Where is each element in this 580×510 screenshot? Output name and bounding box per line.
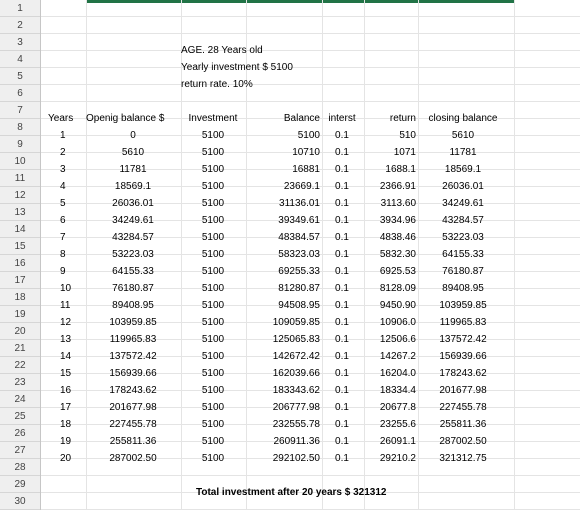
table-cell[interactable]: 31136.01 (279, 198, 320, 209)
row-number[interactable]: 3 (0, 34, 40, 51)
column-gridline (514, 0, 515, 510)
table-cell[interactable]: 5100 (201, 164, 225, 175)
table-cell[interactable]: 3934.96 (379, 215, 416, 226)
table-cell[interactable]: 156939.66 (439, 351, 487, 362)
table-cell[interactable]: 20677.8 (379, 402, 416, 413)
row-number[interactable]: 19 (0, 306, 40, 323)
table-header[interactable]: Balance (283, 113, 320, 124)
table-cell[interactable]: 48384.57 (278, 232, 320, 243)
table-cell[interactable]: 6 (60, 215, 66, 226)
table-cell[interactable]: 201677.98 (439, 385, 487, 396)
table-cell[interactable]: 0.1 (335, 147, 349, 158)
table-cell[interactable]: 43284.57 (112, 232, 154, 243)
table-cell[interactable]: 6925.53 (379, 266, 416, 277)
table-cell[interactable]: 10906.0 (379, 317, 416, 328)
row-number[interactable]: 11 (0, 170, 40, 187)
table-cell[interactable]: 29210.2 (379, 453, 416, 464)
table-cell[interactable]: 5 (60, 198, 66, 209)
row-number[interactable]: 18 (0, 289, 40, 306)
table-cell[interactable]: 7 (60, 232, 66, 243)
table-cell[interactable]: 5100 (201, 249, 225, 260)
table-cell[interactable]: 142672.42 (272, 351, 320, 362)
row-number[interactable]: 29 (0, 476, 40, 493)
return-rate-cell[interactable]: return rate. 10% (181, 79, 253, 90)
table-cell[interactable]: 4 (60, 181, 66, 192)
table-header[interactable]: closing balance (428, 113, 498, 124)
row-number[interactable]: 23 (0, 374, 40, 391)
row-number[interactable]: 6 (0, 85, 40, 102)
table-cell[interactable]: 260911.36 (273, 436, 320, 447)
table-cell[interactable]: 3 (60, 164, 66, 175)
table-cell[interactable]: 103959.85 (109, 317, 157, 328)
table-cell[interactable]: 64155.33 (442, 249, 484, 260)
table-cell[interactable]: 16 (60, 385, 72, 396)
table-cell[interactable]: 2366.91 (379, 181, 416, 192)
table-cell[interactable]: 321312.75 (439, 453, 487, 464)
table-cell[interactable]: 13 (60, 334, 72, 345)
table-cell[interactable]: 255811.36 (109, 436, 157, 447)
selection-border (86, 0, 514, 3)
row-number[interactable]: 25 (0, 408, 40, 425)
table-cell[interactable]: 5610 (451, 130, 475, 141)
table-cell[interactable]: 10710 (292, 147, 320, 158)
table-cell[interactable]: 137572.42 (439, 334, 487, 345)
table-cell[interactable]: 76180.87 (112, 283, 154, 294)
table-cell[interactable]: 201677.98 (109, 402, 157, 413)
row-number[interactable]: 1 (0, 0, 40, 17)
table-cell[interactable]: 162039.66 (272, 368, 320, 379)
table-cell[interactable]: 9 (60, 266, 66, 277)
table-cell[interactable]: 64155.33 (112, 266, 154, 277)
row-number[interactable]: 5 (0, 68, 40, 85)
table-cell[interactable]: 10 (60, 283, 72, 294)
table-cell[interactable]: 510 (399, 130, 416, 141)
table-cell[interactable]: 232555.78 (272, 419, 320, 430)
table-cell[interactable]: 287002.50 (439, 436, 487, 447)
table-cell[interactable]: 5610 (121, 147, 145, 158)
row-number[interactable]: 15 (0, 238, 40, 255)
table-cell[interactable]: 0.1 (335, 164, 349, 175)
row-gridline (41, 101, 580, 102)
table-cell[interactable]: 11781 (119, 164, 147, 175)
table-cell[interactable]: 18334.4 (379, 385, 416, 396)
row-gridline (41, 475, 580, 476)
table-cell[interactable]: 0.1 (335, 266, 349, 277)
table-cell[interactable]: 26036.01 (112, 198, 154, 209)
table-cell[interactable]: 5100 (201, 351, 225, 362)
table-cell[interactable]: 1071 (393, 147, 416, 158)
table-cell[interactable]: 23255.6 (379, 419, 416, 430)
table-cell[interactable]: 5100 (201, 436, 225, 447)
table-cell[interactable]: 14 (60, 351, 72, 362)
table-cell[interactable]: 5100 (297, 130, 320, 141)
table-cell[interactable]: 23669.1 (283, 181, 320, 192)
table-cell[interactable]: 17 (60, 402, 72, 413)
row-number[interactable]: 22 (0, 357, 40, 374)
table-cell[interactable]: 5100 (201, 283, 225, 294)
table-header[interactable]: Years (48, 113, 74, 124)
row-number[interactable]: 26 (0, 425, 40, 442)
table-cell[interactable]: 183343.62 (272, 385, 320, 396)
table-cell[interactable]: 8128.09 (379, 283, 416, 294)
table-cell[interactable]: 53223.03 (442, 232, 484, 243)
row-number[interactable]: 14 (0, 221, 40, 238)
table-cell[interactable]: 26091.1 (379, 436, 416, 447)
table-cell[interactable]: 5100 (201, 232, 225, 243)
table-cell[interactable]: 0.1 (335, 232, 349, 243)
table-cell[interactable]: 109059.85 (272, 317, 320, 328)
table-cell[interactable]: 0.1 (335, 334, 349, 345)
table-cell[interactable]: 5100 (201, 215, 225, 226)
table-cell[interactable]: 5100 (201, 385, 225, 396)
table-cell[interactable]: 5100 (201, 130, 225, 141)
row-number[interactable]: 10 (0, 153, 40, 170)
table-cell[interactable]: 2 (60, 147, 66, 158)
row-number[interactable]: 13 (0, 204, 40, 221)
table-cell[interactable]: 206777.98 (272, 402, 320, 413)
table-cell[interactable]: 5100 (201, 453, 225, 464)
table-cell[interactable]: 3113.60 (380, 198, 416, 209)
table-cell[interactable]: 0.1 (335, 402, 349, 413)
table-cell[interactable]: 125065.83 (272, 334, 320, 345)
table-cell[interactable]: 89408.95 (112, 300, 154, 311)
table-cell[interactable]: 11 (60, 300, 71, 311)
table-cell[interactable]: 18569.1 (114, 181, 152, 192)
table-cell[interactable]: 5100 (201, 419, 225, 430)
table-cell[interactable]: 0.1 (335, 130, 349, 141)
table-cell[interactable]: 119965.83 (109, 334, 157, 345)
table-cell[interactable]: 5100 (201, 368, 225, 379)
table-cell[interactable]: 53223.03 (112, 249, 154, 260)
row-number[interactable]: 27 (0, 442, 40, 459)
row-number[interactable]: 9 (0, 136, 40, 153)
table-cell[interactable]: 69255.33 (278, 266, 320, 277)
table-cell[interactable]: 12506.6 (379, 334, 416, 345)
table-cell[interactable]: 89408.95 (442, 283, 484, 294)
table-cell[interactable]: 18569.1 (444, 164, 482, 175)
table-cell[interactable]: 43284.57 (442, 215, 484, 226)
table-cell[interactable]: 178243.62 (439, 368, 487, 379)
table-cell[interactable]: 0.1 (335, 300, 349, 311)
row-number[interactable]: 20 (0, 323, 40, 340)
table-cell[interactable]: 227455.78 (439, 402, 487, 413)
table-header[interactable]: Openig balance $ (86, 113, 165, 124)
table-cell[interactable]: 9450.90 (379, 300, 416, 311)
table-cell[interactable]: 0.1 (335, 215, 349, 226)
table-cell[interactable]: 4838.46 (379, 232, 416, 243)
table-cell[interactable]: 16204.0 (379, 368, 416, 379)
table-cell[interactable]: 103959.85 (439, 300, 487, 311)
row-number[interactable]: 30 (0, 493, 40, 510)
table-cell[interactable]: 5100 (201, 198, 225, 209)
table-cell[interactable]: 0.1 (335, 249, 349, 260)
table-cell[interactable]: 287002.50 (109, 453, 157, 464)
row-number[interactable]: 21 (0, 340, 40, 357)
table-cell[interactable]: 1688.1 (385, 164, 416, 175)
row-number[interactable]: 17 (0, 272, 40, 289)
table-cell[interactable]: 5100 (201, 181, 225, 192)
table-cell[interactable]: 0.1 (335, 453, 349, 464)
row-number[interactable]: 8 (0, 119, 40, 136)
table-cell[interactable]: 12 (60, 317, 72, 328)
table-cell[interactable]: 178243.62 (109, 385, 157, 396)
table-cell[interactable]: 34249.61 (442, 198, 484, 209)
table-cell[interactable]: 0.1 (335, 419, 349, 430)
table-header[interactable]: return (389, 113, 416, 124)
table-cell[interactable]: 5100 (201, 147, 225, 158)
total-summary-cell[interactable]: Total investment after 20 years $ 321312 (196, 487, 387, 498)
table-cell[interactable]: 0.1 (335, 385, 349, 396)
table-cell[interactable]: 137572.42 (109, 351, 157, 362)
column-gridline (418, 0, 419, 510)
table-cell[interactable]: 39349.61 (278, 215, 320, 226)
row-number[interactable]: 2 (0, 17, 40, 34)
table-cell[interactable]: 19 (60, 436, 72, 447)
table-cell[interactable]: 34249.61 (112, 215, 154, 226)
table-cell[interactable]: 8 (60, 249, 66, 260)
row-number[interactable]: 4 (0, 51, 40, 68)
table-cell[interactable]: 5100 (201, 300, 225, 311)
row-number[interactable]: 12 (0, 187, 40, 204)
table-cell[interactable]: 26036.01 (442, 181, 484, 192)
row-gridline (41, 33, 580, 34)
table-cell[interactable]: 0.1 (335, 436, 349, 447)
table-cell[interactable]: 94508.95 (278, 300, 320, 311)
table-cell[interactable]: 0.1 (335, 317, 349, 328)
row-number[interactable]: 24 (0, 391, 40, 408)
row-number[interactable]: 7 (0, 102, 40, 119)
table-cell[interactable]: 15 (60, 368, 72, 379)
table-cell[interactable]: 0.1 (335, 351, 349, 362)
table-cell[interactable]: 292102.50 (272, 453, 320, 464)
table-cell[interactable]: 58323.03 (278, 249, 320, 260)
table-cell[interactable]: 0.1 (335, 283, 349, 294)
row-gridline (41, 16, 580, 17)
table-cell[interactable]: 0.1 (335, 181, 349, 192)
yearly-investment-cell[interactable]: Yearly investment $ 5100 (181, 62, 293, 73)
table-cell[interactable]: 5100 (201, 334, 225, 345)
table-cell[interactable]: 119965.83 (439, 317, 487, 328)
row-header-column (0, 0, 41, 510)
row-number[interactable]: 28 (0, 459, 40, 476)
table-header[interactable]: Investment (188, 113, 238, 124)
table-cell[interactable]: 0 (130, 130, 136, 141)
table-cell[interactable]: 0.1 (335, 368, 349, 379)
table-cell[interactable]: 0.1 (335, 198, 349, 209)
table-cell[interactable]: 20 (60, 453, 72, 464)
table-cell[interactable]: 227455.78 (109, 419, 157, 430)
table-header[interactable]: interst (328, 113, 356, 124)
age-cell[interactable]: AGE. 28 Years old (181, 45, 263, 56)
table-cell[interactable]: 5100 (201, 266, 225, 277)
table-cell[interactable]: 14267.2 (379, 351, 416, 362)
table-cell[interactable]: 156939.66 (109, 368, 157, 379)
table-cell[interactable]: 16881 (292, 164, 320, 175)
table-cell[interactable]: 18 (60, 419, 72, 430)
table-cell[interactable]: 76180.87 (442, 266, 484, 277)
table-cell[interactable]: 81280.87 (278, 283, 320, 294)
table-cell[interactable]: 1 (60, 130, 66, 141)
table-cell[interactable]: 5832.30 (379, 249, 416, 260)
table-cell[interactable]: 11781 (449, 147, 477, 158)
table-cell[interactable]: 5100 (201, 317, 225, 328)
table-cell[interactable]: 5100 (201, 402, 225, 413)
row-number[interactable]: 16 (0, 255, 40, 272)
table-cell[interactable]: 255811.36 (439, 419, 487, 430)
